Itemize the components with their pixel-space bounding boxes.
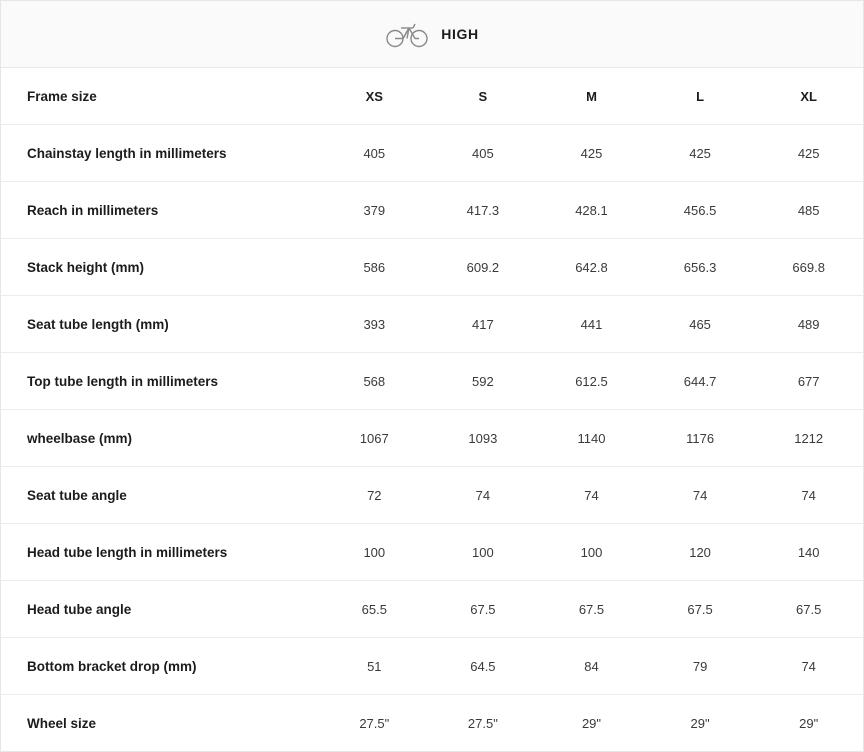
table-row [1, 524, 863, 581]
table-row [1, 182, 863, 239]
row-label: Top tube length in millimeters [1, 353, 320, 410]
cell-value: 27.5" [359, 715, 390, 731]
row-label: Bottom bracket drop (mm) [1, 638, 320, 695]
table-row [1, 581, 863, 638]
cell-value: 592 [429, 353, 538, 410]
table-row [1, 410, 863, 467]
cell-value: 74 [429, 467, 538, 524]
cell-value: 428.1 [537, 182, 646, 239]
row-label: wheelbase (mm) [1, 410, 320, 467]
cell-value: 425 [646, 125, 755, 182]
cell-value: 74 [537, 467, 646, 524]
cell-value: 72 [320, 467, 429, 524]
panel-header [1, 1, 863, 68]
cell-value: 405 [429, 125, 538, 182]
row-label: Head tube angle [1, 581, 320, 638]
cell-value: 120 [646, 524, 755, 581]
cell-value: 465 [646, 296, 755, 353]
cell-value: 393 [320, 296, 429, 353]
table-row [1, 239, 863, 296]
cell-value: 677 [754, 353, 863, 410]
cell-value: 644.7 [646, 353, 755, 410]
cell-value: 67.5 [646, 581, 755, 638]
cell-value: 417.3 [429, 182, 538, 239]
row-label: Chainstay length in millimeters [1, 125, 320, 182]
cell-value: 84 [537, 638, 646, 695]
cell-value: 100 [320, 524, 429, 581]
cell-value: 67.5 [429, 581, 538, 638]
cell-value: 64.5 [429, 638, 538, 695]
cell-value: 669.8 [754, 239, 863, 296]
cell-value: 29" [799, 715, 819, 731]
cell-value: 425 [754, 125, 863, 182]
cell-value: 485 [754, 182, 863, 239]
table-row [1, 125, 863, 182]
row-label: Reach in millimeters [1, 182, 320, 239]
cell-value: 1176 [646, 410, 755, 467]
geometry-table [1, 68, 863, 751]
cell-value: 79 [646, 638, 755, 695]
cell-value: 29" [581, 715, 602, 731]
cell-value: 405 [320, 125, 429, 182]
row-label: Stack height (mm) [1, 239, 320, 296]
cell-value: 51 [320, 638, 429, 695]
cell-value: 586 [320, 239, 429, 296]
cell-value: 642.8 [537, 239, 646, 296]
cell-value: 1140 [537, 410, 646, 467]
cell-value: 27.5" [467, 715, 498, 731]
cell-value: 29" [690, 715, 710, 731]
row-label: Seat tube angle [1, 467, 320, 524]
cell-value: 74 [754, 638, 863, 695]
cell-value: 100 [429, 524, 538, 581]
cell-value: 140 [754, 524, 863, 581]
cell-value: 609.2 [429, 239, 538, 296]
cell-value: 379 [320, 182, 429, 239]
cell-value: 441 [537, 296, 646, 353]
cell-value: 74 [754, 467, 863, 524]
cell-value: 67.5 [537, 581, 646, 638]
row-label: Seat tube length (mm) [1, 296, 320, 353]
cell-value: 67.5 [754, 581, 863, 638]
table-row [1, 296, 863, 353]
table-row [1, 638, 863, 695]
column-header-l: L [646, 68, 755, 125]
cell-value: 489 [754, 296, 863, 353]
column-header-frame-size: Frame size [1, 68, 320, 125]
bicycle-icon [385, 19, 429, 49]
cell-value: 1093 [429, 410, 538, 467]
panel-title: HIGH [441, 26, 479, 42]
cell-value: 456.5 [646, 182, 755, 239]
column-header-m: M [537, 68, 646, 125]
row-label: Wheel size [27, 715, 97, 731]
cell-value: 65.5 [320, 581, 429, 638]
cell-value: 656.3 [646, 239, 755, 296]
table-row [1, 695, 863, 752]
cell-value: 425 [537, 125, 646, 182]
cell-value: 568 [320, 353, 429, 410]
table-head [1, 68, 863, 125]
cell-value: 417 [429, 296, 538, 353]
cell-value: 1212 [754, 410, 863, 467]
table-header-row [1, 68, 863, 125]
table-row [1, 467, 863, 524]
column-header-s: S [429, 68, 538, 125]
cell-value: 74 [646, 467, 755, 524]
column-header-xs: XS [320, 68, 429, 125]
cell-value: 612.5 [537, 353, 646, 410]
cell-value: 100 [537, 524, 646, 581]
table-row [1, 353, 863, 410]
table-body [1, 125, 863, 752]
column-header-xl: XL [754, 68, 863, 125]
row-label: Head tube length in millimeters [1, 524, 320, 581]
cell-value: 1067 [320, 410, 429, 467]
